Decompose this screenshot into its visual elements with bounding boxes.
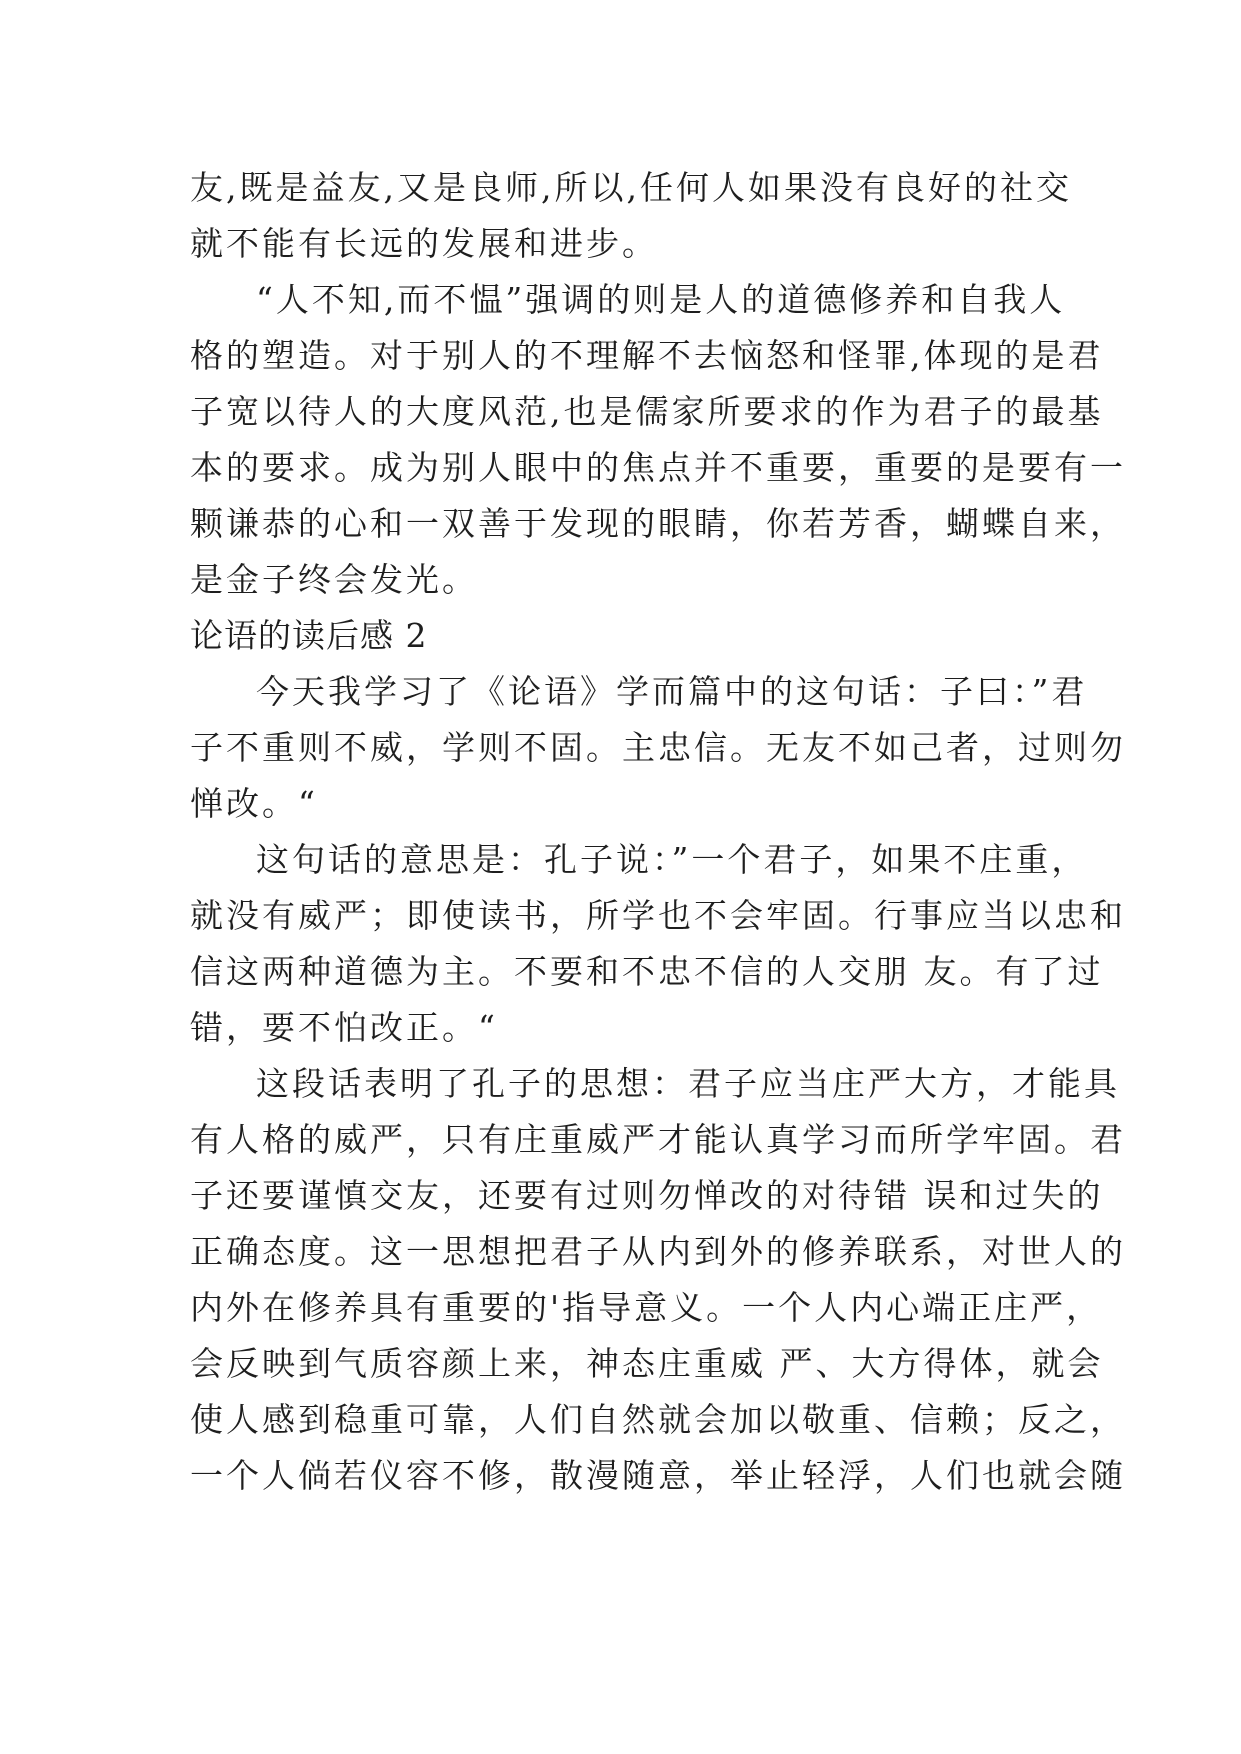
section-heading: 论语的读后感 2 [190, 616, 428, 655]
text-line: 正确态度。这一思想把君子从内到外的修养联系，对世人的 [190, 1232, 1126, 1271]
text-line: 子还要谨慎交友，还要有过则勿惮改的对待错 误和过失的 [190, 1176, 1104, 1215]
text-line: 本的要求。成为别人眼中的焦点并不重要，重要的是要有一 [190, 448, 1126, 487]
text-line: 会反映到气质容颜上来，神态庄重威 严、大方得体，就会 [190, 1344, 1104, 1383]
text-line: 信这两种道德为主。不要和不忠不信的人交朋 友。有了过 [190, 952, 1104, 991]
text-line: 是金子终会发光。 [190, 560, 478, 599]
text-line: 颗谦恭的心和一双善于发现的眼睛，你若芳香，蝴蝶自来， [190, 504, 1126, 543]
paragraph-first-line: 这段话表明了孔子的思想：君子应当庄严大方，才能具 [256, 1064, 1120, 1103]
paragraph-first-line: 这句话的意思是：孔子说：”一个君子，如果不庄重， [256, 840, 1088, 879]
text-line: 惮改。“ [190, 784, 318, 823]
text-line: 有人格的威严，只有庄重威严才能认真学习而所学牢固。君 [190, 1120, 1126, 1159]
paragraph-first-line: 今天我学习了《论语》学而篇中的这句话：子曰：”君 [256, 672, 1088, 711]
text-line: 错，要不怕改正。“ [190, 1008, 498, 1047]
text-line: 使人感到稳重可靠，人们自然就会加以敬重、信赖；反之， [190, 1400, 1126, 1439]
text-line: 一个人倘若仪容不修，散漫随意，举止轻浮，人们也就会随 [190, 1456, 1126, 1495]
text-line: 子宽以待人的大度风范,也是儒家所要求的作为君子的最基 [190, 392, 1104, 431]
text-line: 就没有威严；即使读书，所学也不会牢固。行事应当以忠和 [190, 896, 1126, 935]
text-line: 友,既是益友,又是良师,所以,任何人如果没有良好的社交 [190, 168, 1072, 207]
text-line: 内外在修养具有重要的'指导意义。一个人内心端正庄严， [190, 1288, 1103, 1327]
text-line: 就不能有长远的发展和进步。 [190, 224, 658, 263]
paragraph-first-line: “人不知,而不愠”强调的则是人的道德修养和自我人 [256, 280, 1066, 319]
text-line: 子不重则不威，学则不固。主忠信。无友不如己者，过则勿 [190, 728, 1126, 767]
text-line: 格的塑造。对于别人的不理解不去恼怒和怪罪,体现的是君 [190, 336, 1104, 375]
